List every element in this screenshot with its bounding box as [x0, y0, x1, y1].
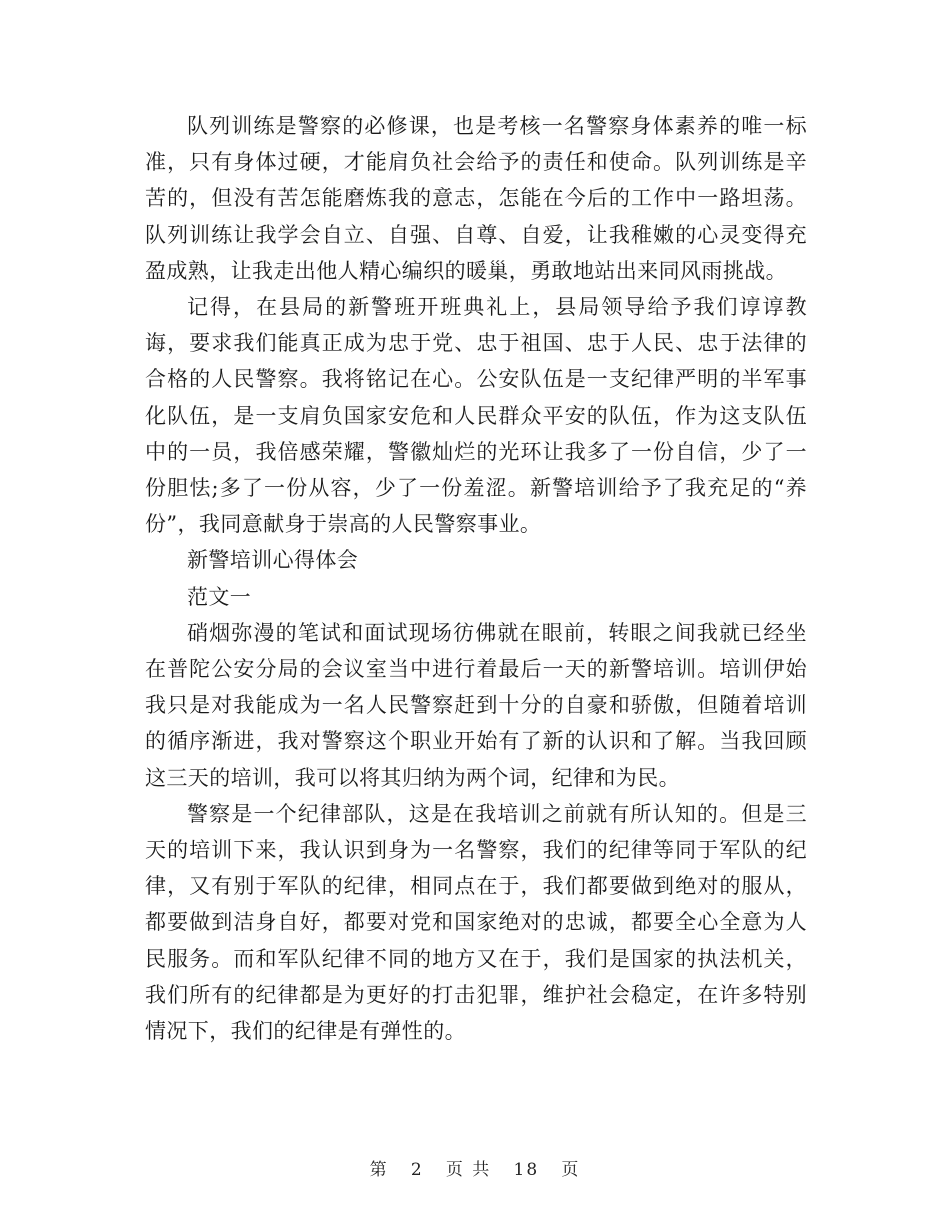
document-body	[145, 108, 807, 1049]
section-heading: 新警培训心得体会	[187, 548, 359, 573]
paragraph-training-memory: 硝烟弥漫的笔试和面试现场彷佛就在眼前，转眼之间我就已经坐在普陀公安分局的会议室当中进行着最后一天的新警培训。培训伊始我只是对我能成为一名人民警察赶到十分的自豪和骄傲，但随着培训的循序渐进，我对警察这个职业开始有了新的认识和了解。当我回顾这三天的培训，我可以将其归纳为两个词，纪律和为民。	[145, 620, 807, 790]
page-footer	[0, 1155, 950, 1180]
paragraph-discipline: 警察是一个纪律部队，这是在我培训之前就有所认知的。但是三天的培训下来，我认识到身为一名警察，我们的纪律等同于军队的纪律，又有别于军队的纪律，相同点在于，我们都要做到绝对的服从，都要做到洁身自好，都要对党和国家绝对的忠诚，都要全心全意为人民服务。而和军队纪律不同的地方又在于，我们是国家的执法机关，我们所有的纪律都是为更好的打击犯罪，维护社会稳定，在许多特别情况下，我们的纪律是有弹性的。	[145, 801, 807, 1044]
paragraph-opening-ceremony: 记得，在县局的新警班开班典礼上，县局领导给予我们谆谆教诲，要求我们能真正成为忠于党、忠于祖国、忠于人民、忠于法律的合格的人民警察。我将铭记在心。公安队伍是一支纪律严明的半军事化队伍，是一支肩负国家安危和人民群众平安的队伍，作为这支队伍中的一员，我倍感荣耀，警徽灿烂的光环让我多了一份自信，少了一份胆怯;多了一份从容，少了一份羞涩。新警培训给予了我充足的“养份”，我同意献身于崇高的人民警察事业。	[145, 295, 807, 537]
footer-suffix: 页	[561, 1160, 581, 1180]
footer-current-page: 2	[410, 1160, 424, 1180]
sample-label: 范文一	[187, 584, 252, 609]
footer-total-pages: 18	[513, 1160, 540, 1180]
footer-prefix: 第	[369, 1160, 389, 1180]
footer-middle: 页 共	[445, 1160, 492, 1180]
paragraph-drill-training: 队列训练是警察的必修课，也是考核一名警察身体素养的唯一标准，只有身体过硬，才能肩负社会给予的责任和使命。队列训练是辛苦的，但没有苦怎能磨炼我的意志，怎能在今后的工作中一路坦荡。队列训练让我学会自立、自强、自尊、自爱，让我稚嫩的心灵变得充盈成熟，让我走出他人精心编织的暖巢，勇敢地站出来同风雨挑战。	[145, 114, 807, 283]
